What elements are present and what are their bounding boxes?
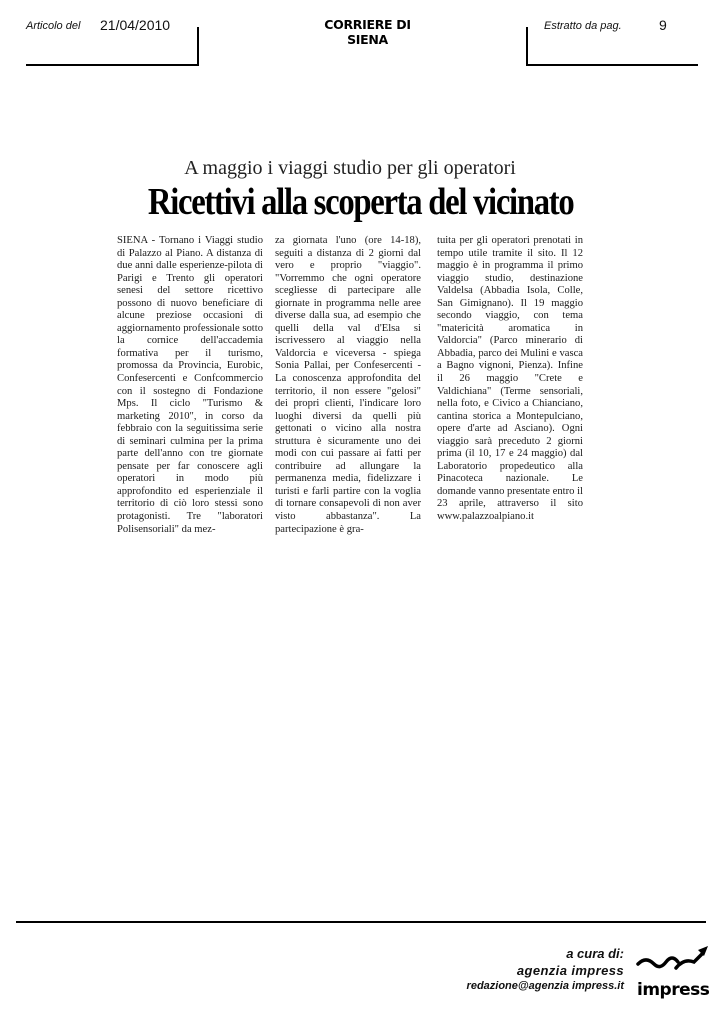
credit-line-2: agenzia impress [516, 963, 624, 978]
credit-email: redazione@agenzia impress.it [466, 980, 624, 992]
article-column-3: tuita per gli operatori prenotati in tempo utile tramite il sito. Il 12 maggio è in programma il primo viaggio studio, destinazione Valdelsa (Abbadia Isola, Colle, San Gimignano). Il 19 maggio secondo viaggio, con tema "matericità aromatica in Valdorcia" (Parco minerario di Abbadia, parco dei Mulini e vasca a Bagno vignoni, Pienza). Infine il 26 maggio "Crete e Valdichiana" (Terme sensoriali, nella foto, e Civico a Chianciano, cantina storica a Montepulciano, opere d'arte ad Asciano). Ogni viaggio sarà preceduto 2 giorni prima (il 10, 17 e 24 maggio) dal Laboratorio propedeutico alla Pinacoteca nazionale. Le domande vanno presentate entro il 23 aprile, attraverso il sito www.palazzoalpiano.it [437, 235, 583, 523]
header-divider-left [197, 27, 199, 65]
article-headline: Ricettivi alla scoperta del vicinato [147, 181, 574, 223]
credit-line-1: a cura di: [566, 946, 624, 961]
article-date: 21/04/2010 [100, 17, 171, 33]
page-number: 9 [659, 17, 667, 33]
header-rule-right [526, 64, 698, 66]
header-divider-right [526, 27, 528, 65]
publication-masthead [305, 17, 430, 47]
article-column-1: SIENA - Tornano i Viaggi studio di Palazzo al Piano. A distanza di due anni dalle esperienze-pilota di Parigi e Trento gli operatori senesi del settore ricettivo possono di nuovo beneficiare di alcune preziose occasioni di aggiornamento professionale sotto la cornice dell'accademia formativa per il turismo, promossa da Provincia, Eurobic, Confesercenti e Confcommercio con il sostegno di Fondazione Mps. Il ciclo "Turismo & marketing 2010", in corso da febbraio con la seguitissima serie di seminari culmina per la prima parte dell'anno con tre giornate pensate per far conoscere agli operatori in modo più approfondito ed esperienziale il territorio di ciò loro stessi sono protagonisti. Tre "laboratori Polisensoriali" da mez- [117, 235, 263, 535]
article-date-label: Articolo del [26, 20, 81, 32]
publication-name: CORRIERE DI SIENA [324, 17, 411, 47]
extract-label: Estratto da pag. [544, 20, 622, 32]
footer-rule [16, 921, 706, 923]
impress-logo-text: impress [637, 980, 710, 1000]
article-column-2: za giornata l'uno (ore 14-18), seguiti a distanza di 2 giorni dal vero e proprio "viaggio". "Vorremmo che ogni operatore scegliesse di partecipare alle giornate in programma nelle aree diverse dalla sua, ad esempio che quelli della val d'Elsa si iscrivessero al viaggio nella Valdorcia e viceversa - spiega Sonia Pallai, per Confesercenti - La conoscenza approfondita del territorio, il non essere "gelosi" dei propri clienti, l'indicare loro luoghi diversi da quelli più gettonati o vicino alla nostra struttura è sicuramente uno dei modi con cui passare ai fatti per contribuire ad allungare la permanenza media, fidelizzare i turisti e farli partire con la voglia di tornare consapevoli di non aver visto abbastanza". La partecipazione è gra- [275, 235, 421, 535]
header-rule-left [26, 64, 199, 66]
article-kicker: A maggio i viaggi studio per gli operatori [184, 157, 516, 179]
